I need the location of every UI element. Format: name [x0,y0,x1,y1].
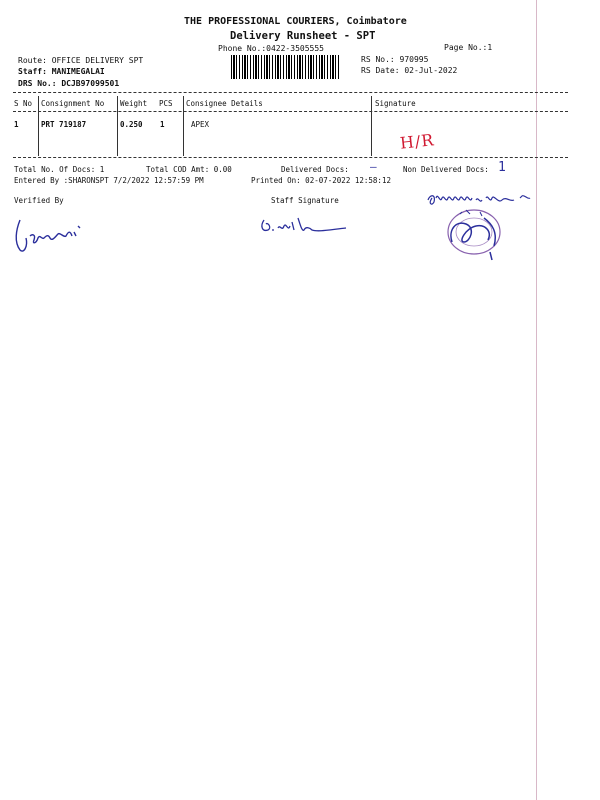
col-divider [183,96,184,156]
header-sno: S No [14,99,33,108]
barcode [231,55,339,79]
page-title: Delivery Runsheet - SPT [230,30,376,42]
cell-consignee: APEX [191,120,210,129]
company-name: THE PROFESSIONAL COURIERS, Coimbatore [184,16,407,27]
table-bottom-rule [13,157,568,158]
verified-by-label: Verified By [14,196,64,205]
delivered-docs-label: Delivered Docs: [281,165,349,174]
staff-signature-label: Staff Signature [271,196,339,205]
phone-number: Phone No.:0422-3505555 [218,44,324,53]
header-pcs: PCS [159,99,173,108]
route: Route: OFFICE DELIVERY SPT [18,56,144,65]
header-consignee: Consignee Details [186,99,263,108]
header-signature: Signature [375,99,416,108]
table-header-rule [13,111,568,112]
col-divider [117,96,118,156]
printed-on: Printed On: 02-07-2022 12:58:12 [251,176,391,185]
total-cod: Total COD Amt: 0.00 [146,165,232,174]
cell-sno: 1 [14,120,19,129]
rs-number: RS No.: 970995 [361,55,429,64]
staff-signature [258,212,358,242]
page-number: Page No.:1 [444,43,493,52]
verified-by-signature [12,208,112,258]
non-delivered-docs-mark: 1 [498,160,506,175]
header-weight: Weight [120,99,148,108]
cell-consignment: PRT 719187 [41,120,87,129]
table-top-rule [13,92,568,93]
col-divider [38,96,39,156]
cell-pcs: 1 [160,120,165,129]
col-divider [371,96,372,156]
delivered-docs-mark: — [370,160,377,173]
handwritten-signature-note: H/R [399,130,436,153]
receiver-stamp [436,202,516,262]
rs-date: RS Date: 02-Jul-2022 [361,66,458,75]
staff-name: Staff: MANIMEGALAI [18,67,105,76]
cell-weight: 0.250 [120,120,143,129]
drs-number: DRS No.: DCJB97099501 [18,79,120,88]
entered-by: Entered By :SHARONSPT 7/2/2022 12:57:59 PM [14,176,204,185]
total-docs: Total No. Of Docs: 1 [14,165,105,174]
page-edge-line [536,0,537,800]
header-consignment: Consignment No [41,99,105,108]
non-delivered-docs-label: Non Delivered Docs: [403,165,489,174]
